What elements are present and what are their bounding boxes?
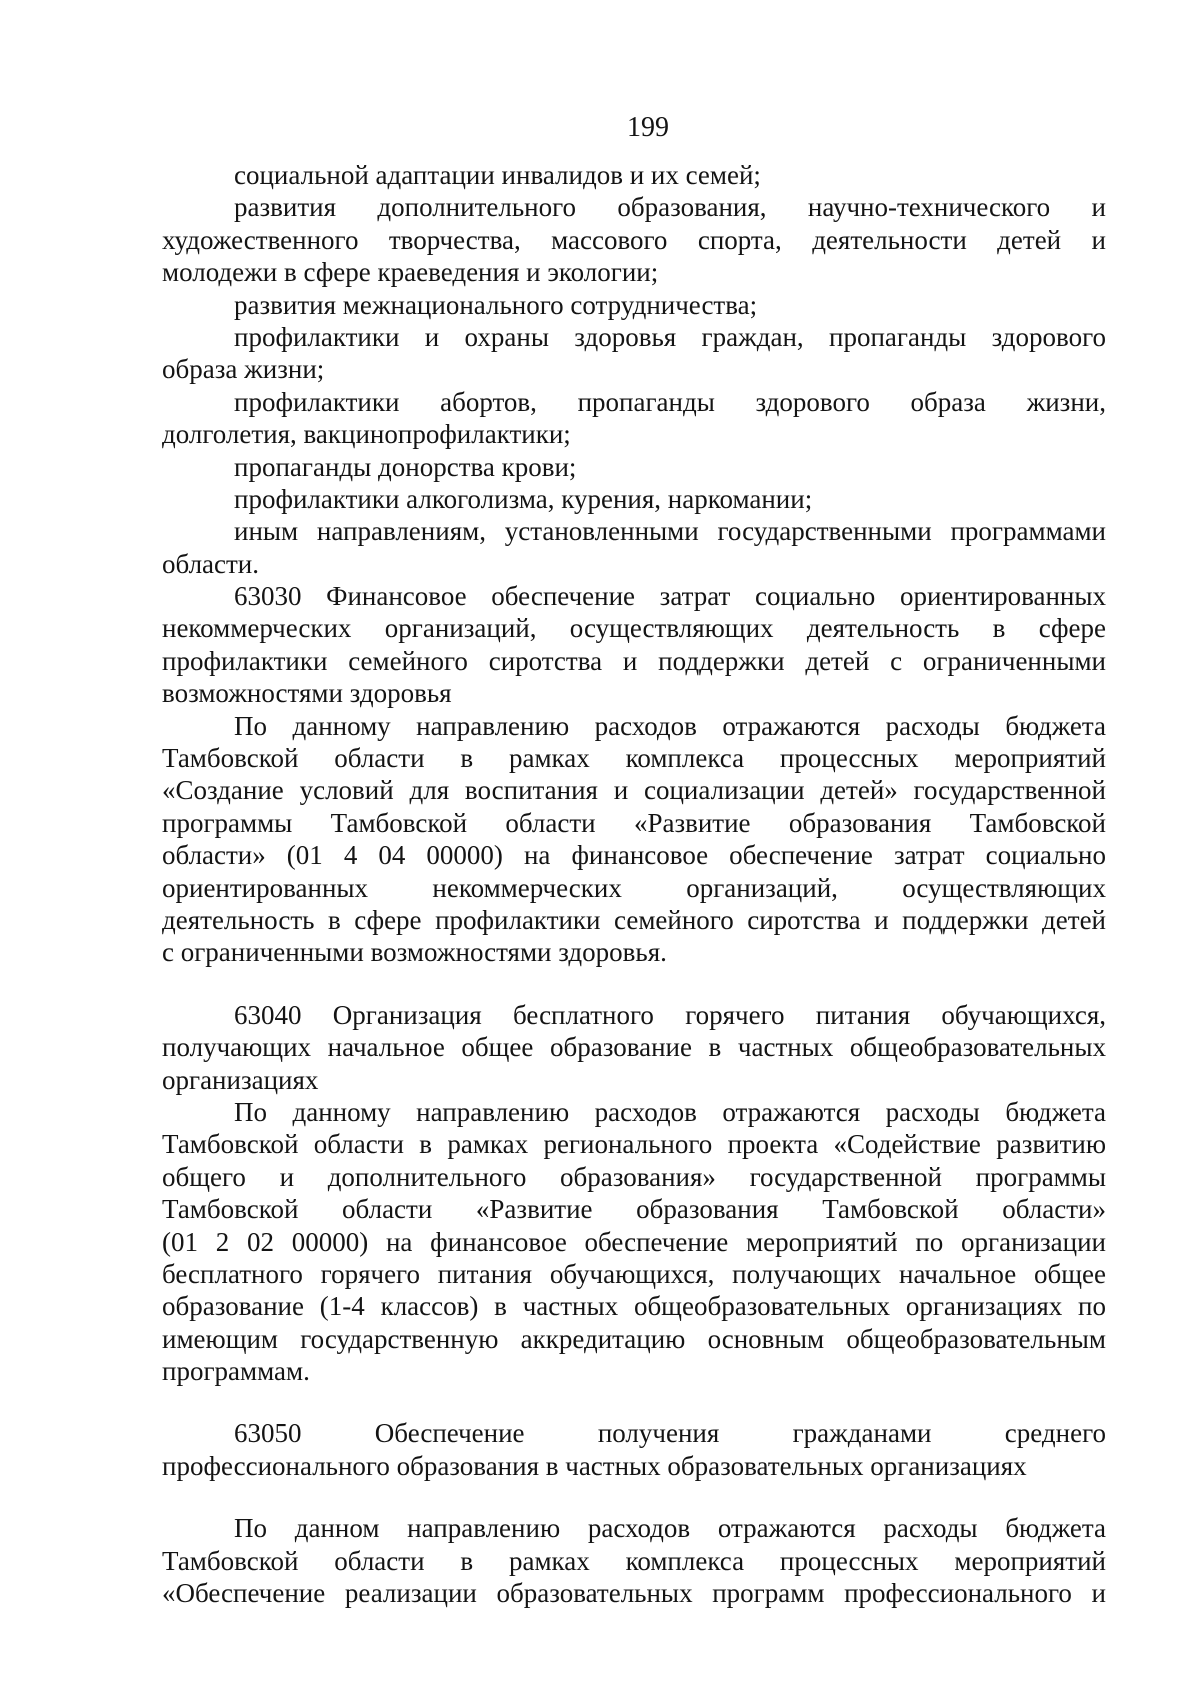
text-line: профилактики абортов, пропаганды здорового образа жизни, — [234, 386, 1106, 417]
text-line: иным направлениям, установленными государственными программами — [234, 516, 1106, 547]
text-line: возможностями здоровья — [162, 678, 452, 709]
text-line: «Создание условий для воспитания и социализации детей» государственной — [162, 775, 1106, 806]
text-line: По данному направлению расходов отражаются расходы бюджета — [234, 1096, 1106, 1127]
page-number: 199 — [627, 112, 669, 143]
paragraph — [162, 1512, 1106, 1609]
text-line: 63030 Финансовое обеспечение затрат социально ориентированных — [234, 581, 1106, 612]
text-line: молодежи в сфере краеведения и экологии; — [162, 257, 659, 288]
text-line: деятельность в сфере профилактики семейного сиротства и поддержки детей — [162, 904, 1106, 935]
text-line: долголетия, вакцинопрофилактики; — [162, 419, 571, 450]
text-line: бесплатного горячего питания обучающихся, получающих начальное общее — [162, 1258, 1106, 1289]
text-line: Тамбовской области в рамках комплекса процессных мероприятий — [162, 1545, 1106, 1576]
text-line: По данном направлению расходов отражаются расходы бюджета — [234, 1513, 1106, 1544]
paragraph — [162, 289, 1106, 321]
text-line: некоммерческих организаций, осуществляющих деятельность в сфере — [162, 613, 1106, 644]
text-line: ориентированных некоммерческих организаций, осуществляющих — [162, 872, 1106, 903]
text-line: образа жизни; — [162, 354, 325, 385]
paragraph — [162, 1417, 1106, 1482]
text-line: 63040 Организация бесплатного горячего питания обучающихся, — [234, 999, 1106, 1030]
paragraph — [162, 710, 1106, 969]
text-line: программы Тамбовской области «Развитие образования Тамбовской — [162, 807, 1106, 838]
text-line: Тамбовской области «Развитие образования Тамбовской области» — [162, 1194, 1106, 1225]
text-line: общего и дополнительного образования» государственной программы — [162, 1161, 1106, 1192]
text-line: художественного творчества, массового спорта, деятельности детей и — [162, 224, 1106, 255]
text-line: образование (1-4 классов) в частных общеобразовательных организациях по — [162, 1291, 1106, 1322]
paragraph — [162, 999, 1106, 1096]
text-line: получающих начальное общее образование в частных общеобразовательных — [162, 1032, 1106, 1063]
text-line: профилактики и охраны здоровья граждан, пропаганды здорового — [234, 321, 1106, 352]
text-line: Тамбовской области в рамках комплекса процессных мероприятий — [162, 743, 1106, 774]
text-line: организациях — [162, 1064, 319, 1095]
text-line: области. — [162, 548, 260, 579]
paragraph — [162, 386, 1106, 451]
text-line: имеющим государственную аккредитацию основным общеобразовательным — [162, 1323, 1106, 1354]
text-line: с ограниченными возможностями здоровья. — [162, 937, 667, 968]
text-line: По данному направлению расходов отражаются расходы бюджета — [234, 710, 1106, 741]
text-line: области» (01 4 04 00000) на финансовое обеспечение затрат социально — [162, 840, 1106, 871]
paragraph — [162, 515, 1106, 580]
paragraph — [162, 191, 1106, 288]
text-line: развития межнационального сотрудничества; — [234, 289, 758, 320]
document-body — [162, 159, 1106, 1609]
text-line: профессионального образования в частных образовательных организациях — [162, 1450, 1027, 1481]
paragraph — [162, 321, 1106, 386]
text-line: социальной адаптации инвалидов и их семей; — [234, 160, 761, 190]
paragraph — [162, 483, 1106, 515]
text-line: Тамбовской области в рамках регионального проекта «Содействие развитию — [162, 1129, 1106, 1160]
text-line: 63050 Обеспечение получения гражданами среднего — [234, 1418, 1106, 1449]
text-line: профилактики алкоголизма, курения, наркомании; — [234, 483, 813, 514]
text-line: программам. — [162, 1356, 310, 1387]
text-line: (01 2 02 00000) на финансовое обеспечение мероприятий по организации — [162, 1226, 1106, 1257]
paragraph — [162, 451, 1106, 483]
text-line: профилактики семейного сиротства и поддержки детей с ограниченными — [162, 645, 1106, 676]
text-line: развития дополнительного образования, научно-технического и — [234, 192, 1106, 223]
paragraph — [162, 159, 1106, 191]
paragraph — [162, 1096, 1106, 1388]
paragraph — [162, 580, 1106, 710]
text-line: пропаганды донорства крови; — [234, 451, 577, 482]
text-line: «Обеспечение реализации образовательных программ профессионального и — [162, 1578, 1106, 1609]
